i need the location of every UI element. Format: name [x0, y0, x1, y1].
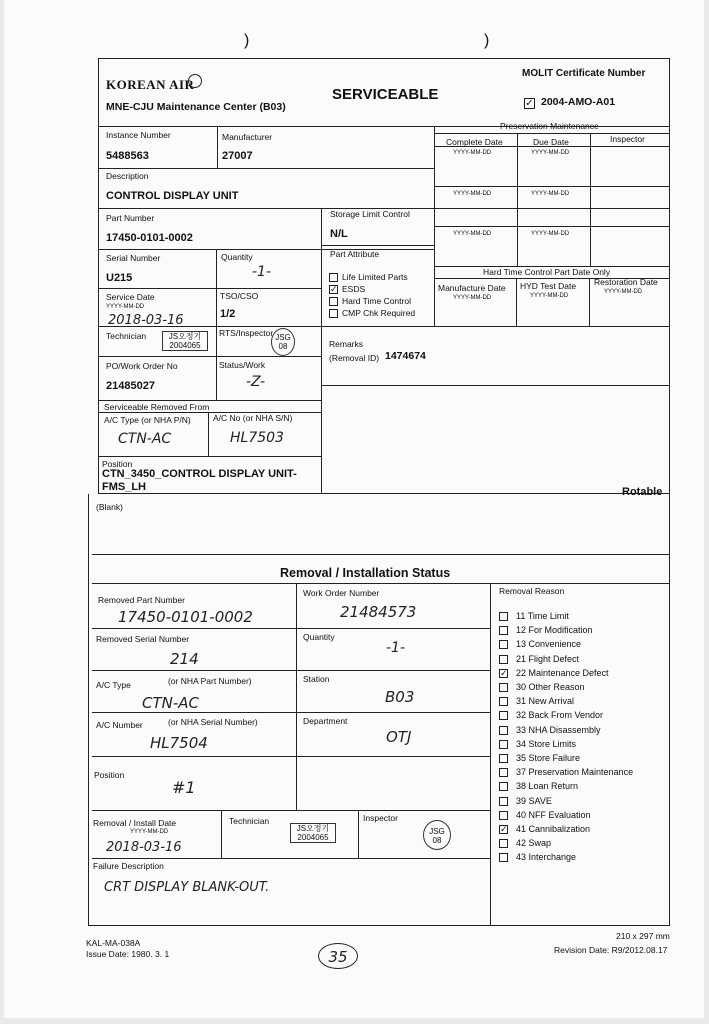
technician-stamp — [162, 331, 208, 351]
reason-label: 38 Loan Return — [516, 781, 579, 792]
attribute-label: CMP Chk Required — [342, 308, 416, 318]
revision-date: Revision Date: R9/2012.08.17 — [554, 945, 668, 955]
rm-ac-number-label: A/C Number — [96, 720, 143, 730]
removed-pn-label: Removed Part Number — [98, 595, 185, 605]
rm-date-label: Removal / Install Date — [93, 818, 177, 828]
rule — [92, 554, 670, 555]
rm-inspector-stamp — [423, 820, 451, 850]
removed-from-label: Serviceable Removed From — [104, 402, 210, 412]
date-placeholder: YYYY-MM-DD — [531, 150, 570, 156]
paper-size: 210 x 297 mm — [616, 931, 670, 941]
ac-type-label: A/C Type (or NHA P/N) — [104, 415, 191, 425]
cert-checkbox: ✓ — [525, 98, 534, 109]
reason-checkbox[interactable] — [499, 612, 508, 621]
po-value: 21485027 — [106, 380, 155, 392]
rule — [321, 385, 670, 386]
pres-header-due: Due Date — [533, 137, 569, 147]
attribute-label: Life Limited Parts — [342, 272, 408, 282]
rotable-label: Rotable — [622, 486, 663, 498]
removed-sn-label: Removed Serial Number — [96, 634, 190, 644]
reason-checkbox[interactable] — [499, 726, 508, 735]
rule — [98, 456, 321, 457]
rule — [98, 400, 321, 401]
ac-type-value: CTN-AC — [118, 431, 172, 447]
reason-checkbox[interactable] — [499, 839, 508, 848]
reason-label: 41 Cannibalization — [516, 824, 591, 834]
serial-label: Serial Number — [106, 253, 161, 263]
reason-label: 22 Maintenance Defect — [516, 667, 609, 678]
attribute-label: Hard Time Control — [342, 296, 411, 306]
reason-checkbox[interactable] — [499, 655, 508, 664]
wo-label: Work Order Number — [303, 588, 380, 598]
reason-checkbox[interactable] — [499, 754, 508, 763]
date-placeholder: YYYY-MM-DD — [453, 231, 492, 237]
form-id: KAL-MA-038A — [86, 938, 141, 948]
reason-label: 43 Interchange — [516, 852, 577, 863]
reason-checkbox[interactable] — [499, 782, 508, 791]
removed-pn-value: 17450-0101-0002 — [118, 608, 253, 626]
date-placeholder: YYYY-MM-DD — [604, 289, 643, 295]
date-placeholder: YYYY-MM-DD — [453, 150, 492, 156]
status-value: -Z- — [246, 374, 265, 390]
reason-label: 21 Flight Defect — [516, 653, 580, 664]
reason-checkbox[interactable] — [499, 626, 508, 635]
rule — [590, 133, 591, 266]
hard-time-title: Hard Time Control Part Date Only — [483, 267, 611, 277]
manufacturer-value: 27007 — [222, 150, 253, 162]
part-number-value: 17450-0101-0002 — [106, 232, 193, 244]
rule — [296, 583, 297, 810]
rm-ac-type-sub: (or NHA Part Number) — [168, 676, 252, 686]
reason-label: 39 SAVE — [516, 795, 552, 806]
reason-checkbox[interactable] — [499, 683, 508, 692]
rule — [208, 412, 209, 456]
technician-label: Technician — [106, 331, 147, 341]
rts-label: RTS/Inspector — [219, 328, 274, 338]
attribute-label: ESDS — [342, 284, 366, 294]
rule — [358, 810, 359, 858]
department-value: OTJ — [386, 728, 412, 746]
rule — [92, 756, 490, 757]
rule — [98, 249, 434, 250]
position-value: CTN_3450_CONTROL DISPLAY UNIT-FMS_LH — [102, 468, 297, 493]
punch-hole-mark: ) — [244, 32, 250, 49]
reason-checkbox[interactable] — [499, 797, 508, 806]
date-placeholder: YYYY-MM-DD — [531, 231, 570, 237]
reason-label: 37 Preservation Maintenance — [516, 767, 634, 778]
date-placeholder: YYYY-MM-DD — [453, 191, 492, 197]
reason-label: 40 NFF Evaluation — [516, 809, 591, 820]
attribute-checkbox[interactable] — [329, 273, 338, 282]
ac-no-value: HL7503 — [230, 430, 284, 446]
rm-ac-type-value: CTN-AC — [142, 694, 200, 712]
reason-label: 35 Store Failure — [516, 753, 581, 763]
description-label: Description — [106, 171, 149, 181]
rule — [434, 226, 670, 227]
cert-number: 2004-AMO-A01 — [541, 96, 616, 108]
date-placeholder: YYYY-MM-DD — [531, 191, 570, 197]
reason-checkbox[interactable] — [499, 768, 508, 777]
tso-value: 1/2 — [220, 308, 236, 320]
qty-label: Quantity — [303, 632, 335, 642]
rm-inspector-label: Inspector — [363, 813, 398, 823]
instance-label: Instance Number — [106, 130, 171, 140]
reason-label: 31 New Arrival — [516, 696, 575, 707]
form-title: SERVICEABLE — [332, 86, 439, 103]
stamp-line: 2004065 — [169, 341, 201, 350]
rule — [216, 249, 217, 400]
rule — [92, 583, 670, 584]
stamp-line: 08 — [278, 342, 288, 351]
removal-id-label: (Removal ID) — [329, 353, 380, 363]
reason-label: 32 Back From Vendor — [516, 710, 604, 721]
maintenance-center: MNE-CJU Maintenance Center (B03) — [106, 101, 286, 113]
rm-technician-stamp — [290, 823, 336, 843]
reason-checkbox[interactable] — [499, 711, 508, 720]
quantity-value: -1- — [252, 264, 272, 280]
position-label: Position — [102, 459, 133, 469]
storage-value: N/L — [330, 228, 348, 240]
quantity-label: Quantity — [221, 252, 253, 262]
status-label: Status/Work — [219, 360, 266, 370]
manufacturer-label: Manufacturer — [222, 132, 273, 142]
service-date-format: YYYY-MM-DD — [106, 304, 145, 310]
reason-label: 11 Time Limit — [516, 611, 569, 621]
cert-label: MOLIT Certificate Number — [522, 68, 646, 79]
reason-checkbox[interactable]: ✓ — [500, 824, 508, 834]
serial-value: U215 — [106, 272, 133, 284]
preservation-title: Preservation Maintenance — [500, 121, 599, 131]
failure-value: CRT DISPLAY BLANK-OUT. — [104, 880, 270, 895]
pres-header-complete: Complete Date — [446, 137, 503, 147]
rule — [221, 810, 222, 858]
rule — [98, 288, 321, 289]
rule — [321, 245, 434, 246]
station-label: Station — [303, 674, 330, 684]
description-value: CONTROL DISPLAY UNIT — [106, 190, 239, 202]
removal-title: Removal / Installation Status — [280, 566, 451, 580]
rm-ac-type-label: A/C Type — [96, 680, 131, 690]
ht-header-restoration: Restoration Date — [594, 277, 658, 287]
rule — [92, 858, 490, 859]
stamp-line: JSG — [275, 333, 291, 342]
reason-checkbox[interactable] — [499, 697, 508, 706]
reason-label: 30 Other Reason — [516, 682, 585, 692]
wo-value: 21484573 — [340, 603, 417, 621]
ac-no-label: A/C No (or NHA S/N) — [213, 413, 293, 423]
rule — [516, 278, 517, 326]
rm-position-label: Position — [94, 770, 125, 780]
rule — [92, 670, 490, 671]
reason-checkbox[interactable]: ✓ — [500, 667, 508, 678]
reason-checkbox[interactable] — [499, 853, 508, 862]
reason-checkbox[interactable] — [499, 811, 508, 820]
rule — [92, 628, 490, 629]
rm-technician-label: Technician — [229, 816, 270, 826]
rule — [98, 356, 321, 357]
attribute-checkbox[interactable] — [329, 297, 338, 306]
reason-label: 34 Store Limits — [516, 738, 577, 749]
reason-label: 42 Swap — [516, 838, 552, 849]
stamp-line: JS오정기 — [168, 332, 202, 341]
part-number-label: Part Number — [106, 213, 155, 223]
service-date-label: Service Date — [106, 292, 155, 302]
po-label: PO/Work Order No — [106, 361, 178, 371]
reason-label: 13 Convenience — [516, 639, 582, 650]
page-number: 35 — [318, 943, 358, 969]
service-date-value: 2018-03-16 — [108, 313, 184, 328]
blank-label: (Blank) — [96, 502, 123, 512]
inspector-stamp — [271, 328, 295, 356]
date-placeholder: YYYY-MM-DD — [530, 293, 569, 299]
remarks-label: Remarks — [329, 339, 364, 349]
taeguk-logo-icon — [188, 74, 202, 88]
attribute-checkbox[interactable]: ✓ — [330, 284, 338, 294]
reason-label: 33 NHA Disassembly — [516, 724, 601, 735]
rule — [517, 133, 518, 266]
issue-date: Issue Date: 1980. 3. 1 — [86, 949, 170, 959]
attribute-checkbox[interactable] — [329, 309, 338, 318]
storage-label: Storage Limit Control — [330, 209, 410, 219]
reason-label: 12 For Modification — [516, 625, 593, 636]
korean-air-logo: KOREAN AIR — [106, 77, 195, 92]
rule — [490, 583, 491, 926]
rule — [92, 712, 490, 713]
pres-header-inspector: Inspector — [610, 134, 645, 144]
stamp-line: 08 — [432, 836, 442, 845]
rule — [98, 326, 670, 327]
rule — [92, 810, 490, 811]
stamp-line: 2004065 — [297, 833, 329, 842]
rule — [434, 186, 670, 187]
reason-label: Removal Reason — [499, 586, 565, 596]
rm-ac-number-sub: (or NHA Serial Number) — [168, 717, 258, 727]
rm-date-value: 2018-03-16 — [106, 840, 182, 855]
rm-date-format: YYYY-MM-DD — [130, 829, 169, 835]
removed-sn-value: 214 — [170, 650, 199, 668]
department-label: Department — [303, 716, 348, 726]
removal-id-value: 1474674 — [385, 350, 426, 362]
punch-hole-mark: ) — [484, 32, 490, 49]
rm-position-value: #1 — [172, 778, 196, 797]
stamp-line: JS오정기 — [296, 824, 330, 833]
rule — [589, 278, 590, 326]
reason-checkbox[interactable] — [499, 740, 508, 749]
failure-label: Failure Description — [93, 861, 164, 871]
rule — [321, 208, 322, 494]
date-placeholder: YYYY-MM-DD — [453, 295, 492, 301]
rm-ac-number-value: HL7504 — [150, 734, 208, 752]
stamp-line: JSG — [429, 827, 445, 836]
station-value: B03 — [385, 688, 415, 706]
instance-value: 5488563 — [106, 150, 149, 162]
ht-header-manufacture: Manufacture Date — [438, 283, 506, 293]
ht-header-hyd: HYD Test Date — [520, 281, 577, 291]
qty-value: -1- — [386, 640, 406, 656]
rule — [217, 126, 218, 168]
part-attr-label: Part Attribute — [330, 249, 380, 259]
tso-label: TSO/CSO — [220, 291, 259, 301]
reason-checkbox[interactable] — [499, 640, 508, 649]
rule — [98, 168, 434, 169]
